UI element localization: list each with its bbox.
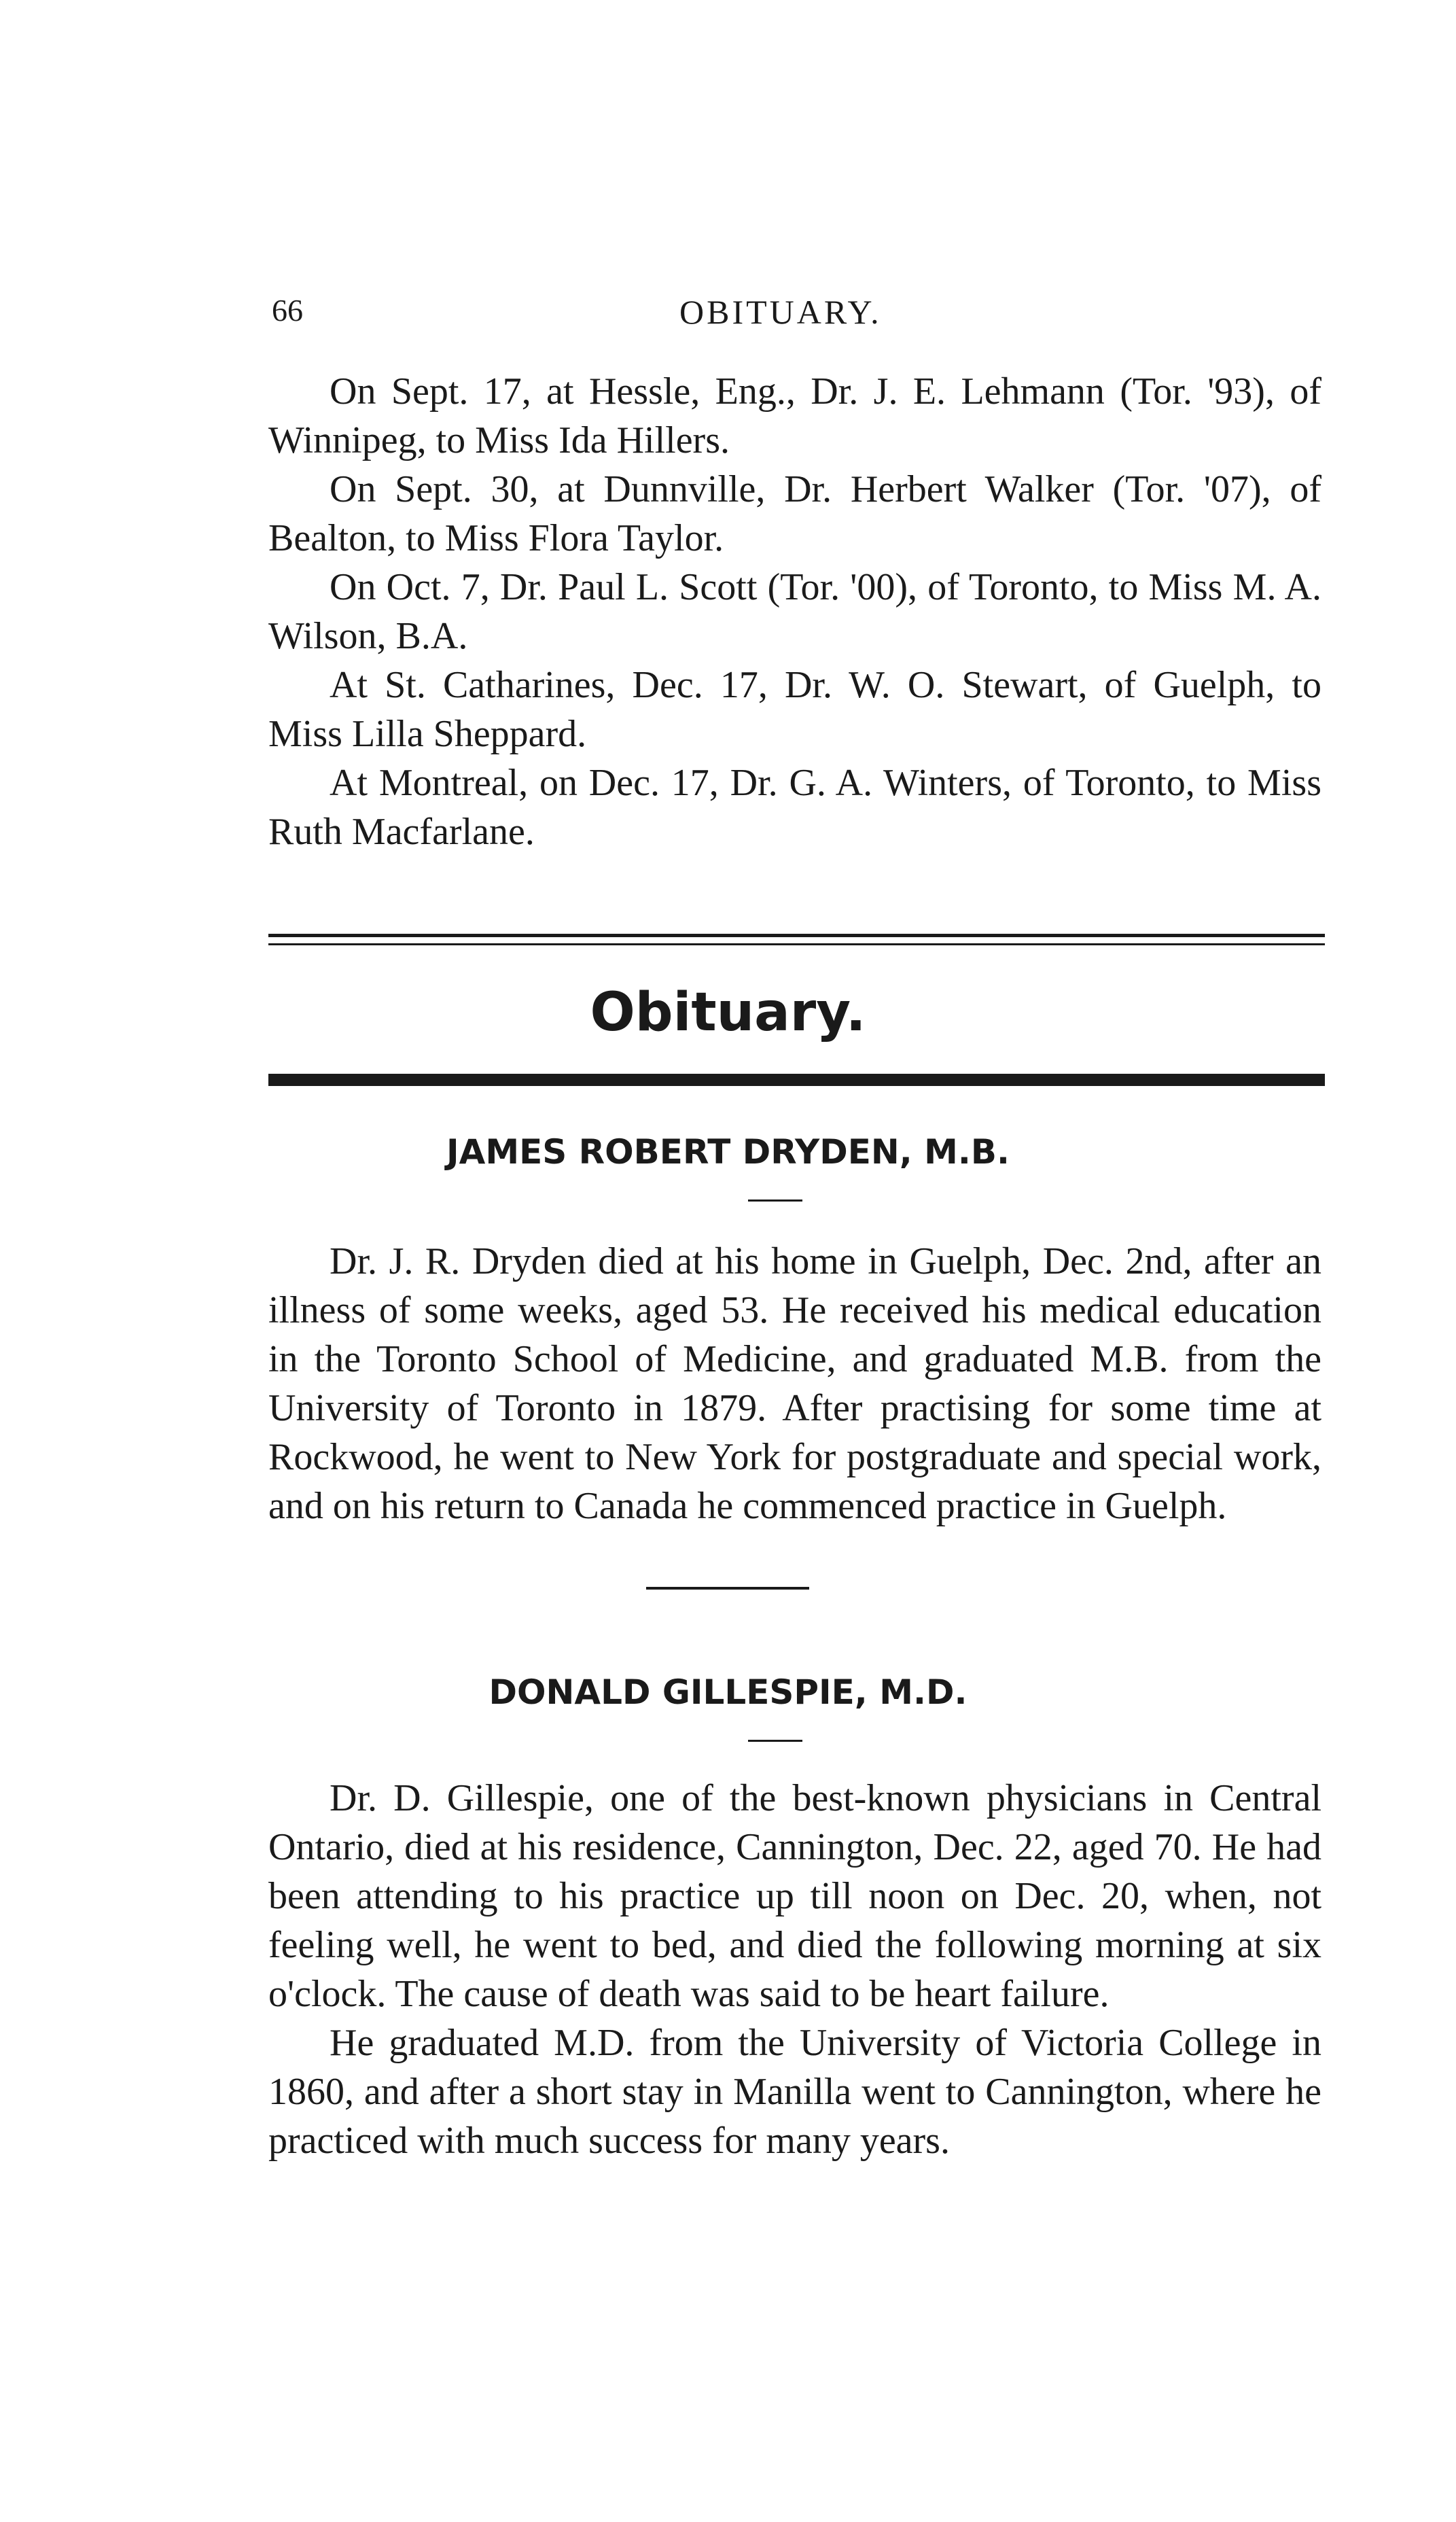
obituary-paragraph: Dr. D. Gillespie, one of the best-known physicians in Central Ontario, died at his residence, Cannington, Dec. 22, aged 70. He had been attending to his practice up till noon on Dec. 20, when, not feeling well, he went to bed, and died the following morning at six o'clock. The cause of death was said to be heart failure. bbox=[268, 1777, 1321, 2015]
obituary-heading: DONALD GILLESPIE, M.D. bbox=[489, 1672, 967, 1712]
section-heading: Obituary. bbox=[590, 982, 866, 1043]
running-head bbox=[272, 292, 1318, 347]
entry-separator bbox=[646, 1587, 809, 1590]
obituary-body bbox=[268, 1774, 1321, 2165]
heading-underline bbox=[748, 1740, 802, 1742]
marriage-notice: On Sept. 30, at Dunnville, Dr. Herbert Walker (Tor. '07), of Bealton, to Miss Flora Taylor. bbox=[268, 468, 1321, 559]
section-divider-bottom bbox=[268, 943, 1325, 945]
marriage-notices bbox=[268, 367, 1321, 856]
running-title: OBITUARY. bbox=[679, 293, 882, 331]
obituary-body bbox=[268, 1237, 1321, 1530]
obituary-paragraph: He graduated M.D. from the University of Victoria College in 1860, and after a short stay in Manilla went to Cannington, where he practiced with much success for many years. bbox=[268, 2022, 1321, 2162]
section-divider-top bbox=[268, 934, 1325, 937]
marriage-notice: At St. Catharines, Dec. 17, Dr. W. O. Stewart, of Guelph, to Miss Lilla Sheppard. bbox=[268, 664, 1321, 755]
marriage-notice: At Montreal, on Dec. 17, Dr. G. A. Winters, of Toronto, to Miss Ruth Macfarlane. bbox=[268, 762, 1321, 853]
obituary-paragraph: Dr. J. R. Dryden died at his home in Guelph, Dec. 2nd, after an illness of some weeks, aged 53. He received his medical education in the Toronto School of Medicine, and graduated M.B. from the University of Toronto in 1879. After practising for some time at Rockwood, he went to New York for postgraduate and special work, and on his return to Canada he commenced practice in Guelph. bbox=[268, 1240, 1321, 1527]
heading-underline bbox=[748, 1199, 802, 1202]
section-heading-rule bbox=[268, 1074, 1325, 1086]
obituary-heading: JAMES ROBERT DRYDEN, M.B. bbox=[446, 1132, 1010, 1172]
marriage-notice: On Sept. 17, at Hessle, Eng., Dr. J. E. Lehmann (Tor. '93), of Winnipeg, to Miss Ida Hillers. bbox=[268, 370, 1321, 461]
marriage-notice: On Oct. 7, Dr. Paul L. Scott (Tor. '00), of Toronto, to Miss M. A. Wilson, B.A. bbox=[268, 566, 1321, 657]
page-number: 66 bbox=[272, 293, 303, 328]
